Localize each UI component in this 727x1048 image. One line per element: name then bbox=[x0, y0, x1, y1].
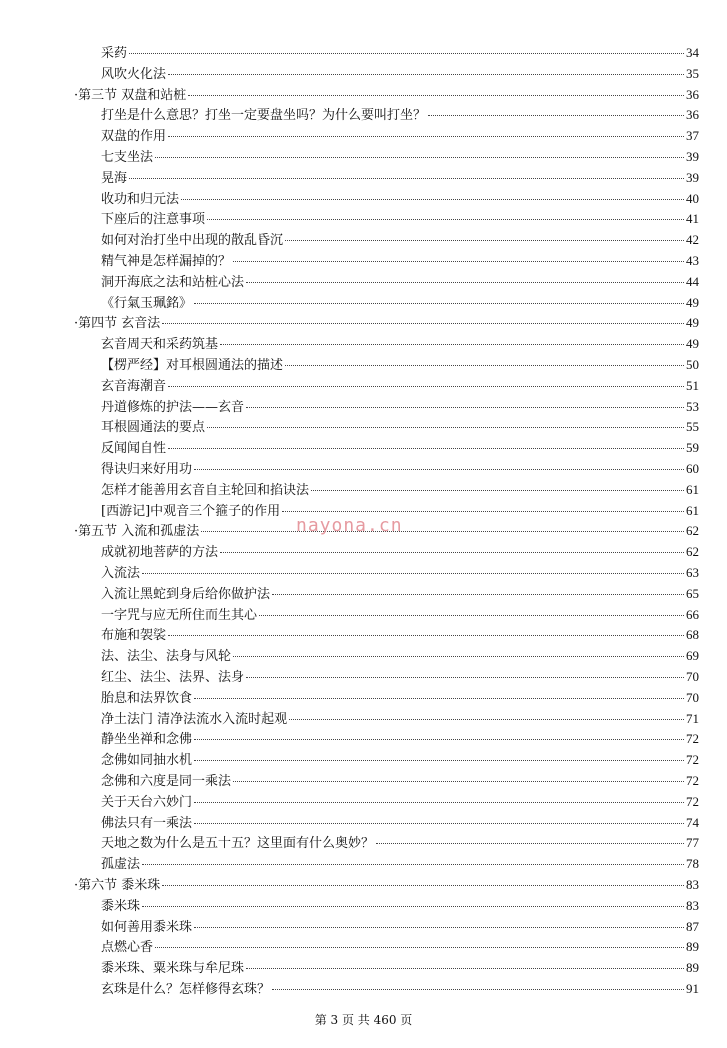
toc-dot-leader bbox=[142, 572, 684, 574]
toc-page-number: 77 bbox=[686, 835, 699, 851]
toc-page-number: 63 bbox=[686, 565, 699, 580]
toc-entry-title: 玄音海潮音 bbox=[101, 378, 167, 394]
toc-page-number: 65 bbox=[686, 585, 699, 601]
toc-section-entry[interactable] bbox=[74, 875, 699, 895]
toc-entry-title: 成就初地菩萨的方法 bbox=[101, 545, 219, 561]
toc-page-number: 49 bbox=[686, 315, 699, 331]
toc-entry[interactable] bbox=[101, 646, 699, 666]
toc-entry-title: 采药 bbox=[101, 46, 128, 61]
toc-entry[interactable] bbox=[101, 334, 699, 354]
toc-entry-title: 玄珠是什么？怎样修得玄珠？ bbox=[101, 982, 271, 997]
toc-dot-leader bbox=[201, 530, 684, 532]
toc-entry[interactable] bbox=[101, 417, 699, 437]
toc-entry[interactable] bbox=[101, 813, 699, 833]
toc-dot-leader bbox=[220, 343, 684, 345]
toc-entry-title: 耳根圆通法的要点 bbox=[101, 420, 206, 436]
toc-entry[interactable] bbox=[101, 126, 699, 146]
toc-dot-leader bbox=[246, 676, 684, 678]
toc-page-number: 89 bbox=[686, 960, 699, 976]
toc-entry-title: 精气神是怎样漏掉的？ bbox=[101, 254, 232, 269]
toc-entry-title: 黍米珠 bbox=[101, 898, 141, 914]
toc-entry[interactable] bbox=[101, 958, 699, 978]
toc-page-number: 68 bbox=[686, 627, 699, 643]
toc-entry[interactable] bbox=[101, 937, 699, 957]
toc-entry[interactable] bbox=[101, 293, 699, 313]
toc-entry[interactable] bbox=[101, 563, 699, 583]
toc-dot-leader bbox=[220, 551, 684, 553]
toc-section-entry[interactable] bbox=[74, 313, 699, 333]
toc-entry-title: 一字咒与应无所住而生其心 bbox=[101, 607, 258, 623]
toc-page-number: 36 bbox=[686, 107, 699, 123]
toc-entry-title: 净土法门 清净法流水入流时起观 bbox=[101, 711, 288, 727]
toc-entry-title: 收功和归元法 bbox=[101, 191, 180, 207]
toc-dot-leader bbox=[142, 905, 684, 907]
toc-page-number: 61 bbox=[686, 502, 699, 518]
toc-entry[interactable] bbox=[101, 542, 699, 562]
toc-dot-leader bbox=[289, 718, 684, 720]
toc-page-number: 40 bbox=[686, 190, 699, 206]
toc-entry-title: 晃海 bbox=[101, 170, 128, 186]
toc-page-number: 44 bbox=[686, 273, 699, 289]
toc-entry-title: 黍米珠、粟米珠与牟尼珠 bbox=[101, 961, 245, 977]
toc-page-number: 74 bbox=[686, 814, 699, 830]
toc-entry[interactable] bbox=[101, 147, 699, 167]
toc-entry-title: 下座后的注意事项 bbox=[101, 212, 206, 228]
toc-dot-leader bbox=[233, 780, 684, 782]
toc-entry[interactable] bbox=[101, 792, 699, 812]
toc-entry[interactable] bbox=[101, 605, 699, 625]
toc-entry-title: 点燃心香 bbox=[101, 940, 154, 956]
toc-entry[interactable] bbox=[101, 917, 699, 937]
toc-entry[interactable] bbox=[101, 376, 699, 396]
toc-entry-title: 丹道修炼的护法——玄音 bbox=[101, 399, 245, 415]
toc-page-number: 72 bbox=[686, 731, 699, 747]
toc-entry-title: ·第四节 玄音法 bbox=[74, 316, 161, 332]
toc-dot-leader bbox=[129, 177, 684, 179]
toc-page-number: 70 bbox=[686, 689, 699, 705]
toc-entry-title: 胎息和法界饮食 bbox=[101, 690, 193, 706]
toc-entry[interactable] bbox=[101, 272, 699, 292]
toc-entry-title: 法、法尘、法身与风轮 bbox=[101, 649, 232, 665]
toc-entry-title: 风吹火化法 bbox=[101, 66, 167, 82]
toc-dot-leader bbox=[168, 634, 684, 636]
toc-dot-leader bbox=[194, 302, 684, 304]
toc-dot-leader bbox=[246, 406, 684, 408]
toc-page-number: 62 bbox=[686, 544, 699, 560]
toc-page-number: 71 bbox=[686, 710, 699, 726]
toc-entry-title: 关于天台六妙门 bbox=[101, 794, 193, 810]
toc-entry[interactable] bbox=[101, 209, 699, 229]
toc-entry-title: 孤虚法 bbox=[101, 857, 141, 873]
toc-dot-leader bbox=[272, 988, 684, 990]
toc-entry-title: 《行氣玉珮銘》 bbox=[101, 295, 193, 311]
toc-entry-title: [西游记]中观音三个箍子的作用 bbox=[101, 503, 281, 519]
toc-dot-leader bbox=[285, 239, 684, 241]
toc-dot-leader bbox=[311, 489, 684, 491]
toc-page-number: 61 bbox=[686, 481, 699, 497]
toc-dot-leader bbox=[246, 967, 684, 969]
toc-entry[interactable] bbox=[101, 251, 699, 271]
toc-dot-leader bbox=[428, 114, 684, 116]
toc-page-number: 59 bbox=[686, 440, 699, 456]
toc-dot-leader bbox=[194, 822, 684, 824]
page-footer: 第 3 页 共 460 页 bbox=[314, 1013, 413, 1027]
toc-entry-title: 得诀归来好用功 bbox=[101, 462, 193, 477]
toc-page-number: 51 bbox=[686, 377, 699, 393]
toc-entry-title: 布施和袈裟 bbox=[101, 628, 167, 644]
toc-entry[interactable] bbox=[101, 584, 699, 604]
toc-entry[interactable] bbox=[101, 833, 699, 853]
toc-entry[interactable] bbox=[101, 105, 699, 125]
toc-dot-leader bbox=[246, 281, 684, 283]
toc-page-number: 36 bbox=[686, 86, 699, 102]
toc-page-number: 72 bbox=[686, 793, 699, 809]
toc-page-number: 39 bbox=[686, 149, 699, 164]
toc-dot-leader bbox=[168, 135, 684, 137]
toc-page-number: 42 bbox=[686, 232, 699, 248]
toc-dot-leader bbox=[259, 614, 684, 616]
toc-dot-leader bbox=[194, 738, 684, 740]
toc-page-number: 35 bbox=[686, 65, 699, 81]
toc-entry-title: 七支坐法 bbox=[101, 150, 154, 165]
toc-entry[interactable] bbox=[101, 625, 699, 645]
toc-dot-leader bbox=[233, 655, 684, 657]
toc-entry-title: 双盘的作用 bbox=[101, 129, 167, 145]
toc-page-number: 55 bbox=[686, 419, 699, 435]
toc-page-number: 49 bbox=[686, 294, 699, 310]
toc-dot-leader bbox=[155, 156, 684, 158]
toc-entry-title: ·第五节 入流和孤虚法 bbox=[74, 524, 200, 540]
toc-dot-leader bbox=[168, 73, 684, 75]
toc-page-number: 87 bbox=[686, 918, 699, 934]
toc-dot-leader bbox=[168, 385, 684, 387]
toc-dot-leader bbox=[272, 593, 684, 595]
toc-dot-leader bbox=[162, 322, 684, 324]
toc-entry-title: 念佛和六度是同一乘法 bbox=[101, 774, 232, 789]
toc-dot-leader bbox=[142, 863, 684, 865]
toc-page-number: 41 bbox=[686, 211, 699, 227]
toc-dot-leader bbox=[181, 198, 684, 200]
toc-entry[interactable] bbox=[101, 709, 699, 729]
toc-entry[interactable] bbox=[101, 355, 699, 375]
toc-dot-leader bbox=[194, 759, 684, 761]
toc-entry[interactable] bbox=[101, 771, 699, 791]
toc-entry-title: 佛法只有一乘法 bbox=[101, 815, 193, 831]
toc-page-number: 60 bbox=[686, 461, 699, 476]
toc-dot-leader bbox=[194, 801, 684, 803]
toc-dot-leader bbox=[194, 697, 684, 699]
watermark: nayona.cn bbox=[296, 515, 403, 536]
toc-entry[interactable] bbox=[101, 397, 699, 417]
toc-page-number: 72 bbox=[686, 752, 699, 768]
toc-dot-leader bbox=[194, 468, 684, 470]
toc-entry-title: 反闻闻自性 bbox=[101, 441, 167, 457]
toc-entry[interactable] bbox=[101, 854, 699, 874]
toc-page-number: 66 bbox=[686, 606, 699, 622]
toc-dot-leader bbox=[233, 260, 684, 262]
toc-entry-title: 【楞严经】对耳根圆通法的描述 bbox=[101, 358, 284, 373]
toc-entry-title: 入流法 bbox=[101, 566, 141, 581]
toc-entry-title: 天地之数为什么是五十五？这里面有什么奥妙？ bbox=[101, 836, 375, 852]
toc-entry[interactable] bbox=[101, 688, 699, 708]
toc-page-number: 69 bbox=[686, 648, 699, 664]
toc-page-number: 83 bbox=[686, 897, 699, 913]
toc-dot-leader bbox=[162, 884, 684, 886]
toc-entry[interactable] bbox=[101, 43, 699, 63]
toc-page-number: 89 bbox=[686, 939, 699, 955]
toc-entry[interactable] bbox=[101, 729, 699, 749]
toc-entry-title: 念佛如同抽水机 bbox=[101, 753, 193, 769]
toc-entry[interactable] bbox=[101, 64, 699, 84]
toc-dot-leader bbox=[168, 447, 684, 449]
toc-entry[interactable] bbox=[101, 189, 699, 209]
toc-entry-title: ·第六节 黍米珠 bbox=[74, 878, 161, 893]
toc-page-number: 83 bbox=[686, 877, 699, 892]
toc-entry[interactable] bbox=[101, 459, 699, 479]
toc-entry[interactable] bbox=[101, 896, 699, 916]
toc-page-number: 39 bbox=[686, 169, 699, 185]
toc-page-number: 43 bbox=[686, 253, 699, 268]
toc-entry-title: 红尘、法尘、法界、法身 bbox=[101, 670, 245, 685]
toc-entry[interactable] bbox=[101, 438, 699, 458]
toc-page-number: 49 bbox=[686, 336, 699, 352]
toc-entry-title: 洞开海底之法和站桩心法 bbox=[101, 274, 245, 290]
toc-dot-leader bbox=[155, 946, 684, 948]
toc-dot-leader bbox=[285, 364, 684, 366]
toc-entry[interactable] bbox=[101, 230, 699, 250]
toc-dot-leader bbox=[188, 94, 684, 96]
toc-entry-title: 如何对治打坐中出现的散乱昏沉 bbox=[101, 233, 284, 249]
toc-page-number: 62 bbox=[686, 523, 699, 539]
toc-dot-leader bbox=[207, 218, 684, 220]
toc-page-number: 37 bbox=[686, 128, 699, 144]
toc-page-number: 91 bbox=[686, 981, 699, 996]
toc-entry[interactable] bbox=[101, 480, 699, 500]
toc-entry-title: 静坐坐禅和念佛 bbox=[101, 732, 193, 748]
toc-entry[interactable] bbox=[101, 667, 699, 687]
toc-entry-title: ·第三节 双盘和站桩 bbox=[74, 87, 187, 103]
toc-section-entry[interactable] bbox=[74, 85, 699, 105]
toc-entry-title: 玄音周天和采药筑基 bbox=[101, 337, 219, 353]
toc-page-number: 34 bbox=[686, 45, 699, 60]
toc-entry-title: 如何善用黍米珠 bbox=[101, 919, 193, 935]
toc-dot-leader bbox=[207, 426, 684, 428]
toc-entry-title: 打坐是什么意思？打坐一定要盘坐吗？为什么要叫打坐？ bbox=[101, 108, 427, 124]
toc-page-number: 70 bbox=[686, 669, 699, 684]
toc-dot-leader bbox=[282, 510, 684, 512]
toc-dot-leader bbox=[129, 52, 684, 54]
toc-entry[interactable] bbox=[101, 750, 699, 770]
toc-page-number: 53 bbox=[686, 398, 699, 414]
toc-entry-title: 入流让黑蛇到身后给你做护法 bbox=[101, 586, 271, 602]
toc-dot-leader bbox=[376, 842, 684, 844]
toc-entry[interactable] bbox=[101, 979, 699, 999]
toc-page-number: 72 bbox=[686, 773, 699, 788]
toc-page-number: 50 bbox=[686, 357, 699, 372]
toc-entry-title: 怎样才能善用玄音自主轮回和掐诀法 bbox=[101, 482, 310, 498]
toc-page-number: 78 bbox=[686, 856, 699, 872]
toc-entry[interactable] bbox=[101, 168, 699, 188]
toc-dot-leader bbox=[194, 926, 684, 928]
